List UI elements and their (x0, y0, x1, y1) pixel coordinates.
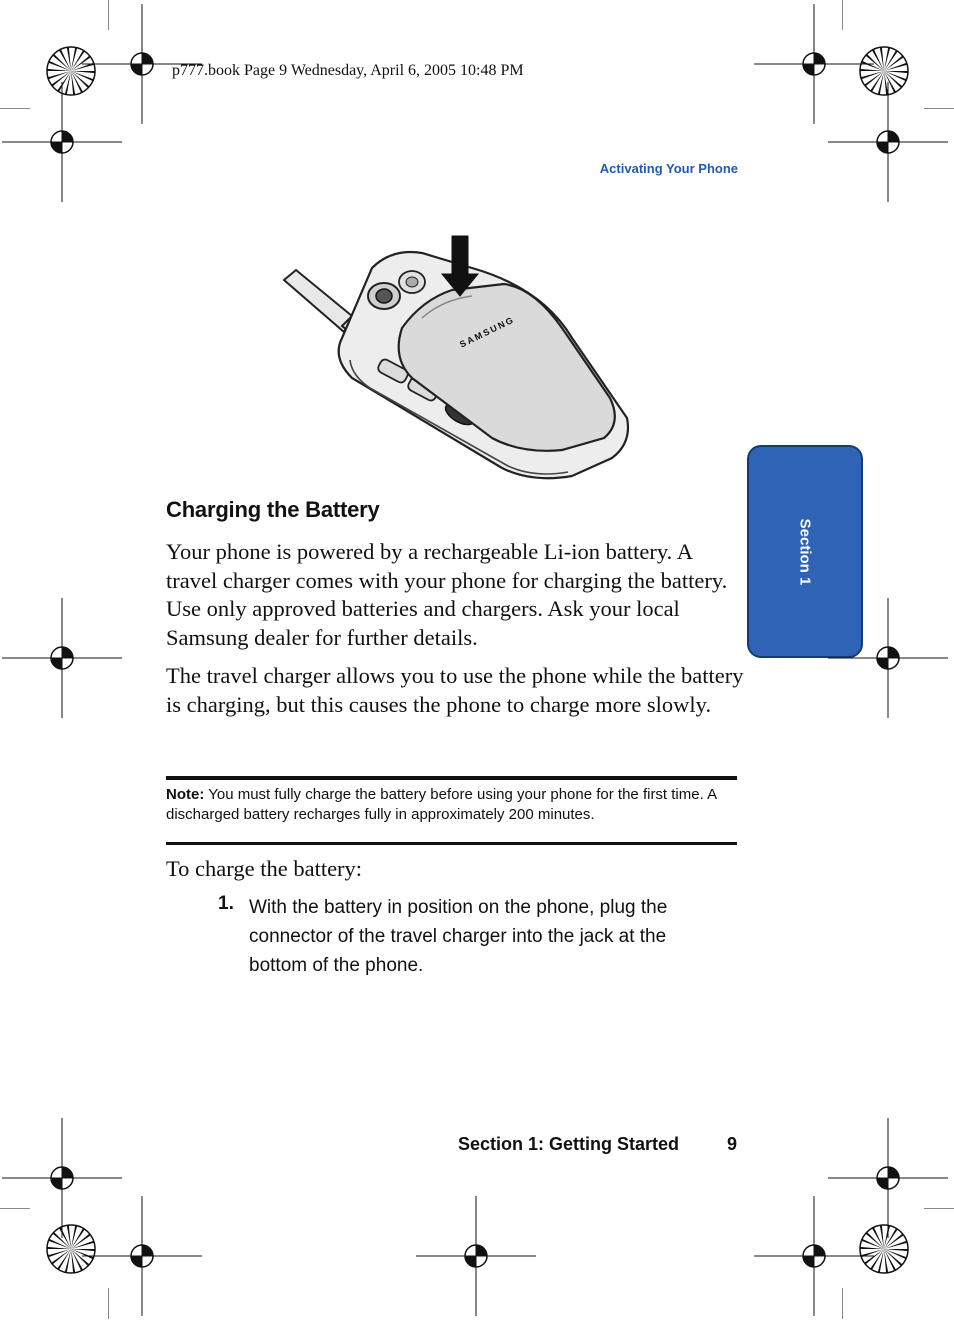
registration-crosshair (828, 82, 948, 202)
footer-section-title: Section 1: Getting Started (458, 1134, 680, 1154)
crop-mark (0, 108, 31, 110)
registration-crosshair (2, 598, 122, 718)
section-heading: Charging the Battery (166, 497, 380, 522)
note-block (166, 785, 741, 824)
crop-mark (842, 1288, 844, 1320)
crop-mark (924, 108, 954, 110)
crop-mark (108, 0, 110, 31)
crop-mark (842, 0, 844, 31)
registration-crosshair (82, 1196, 202, 1316)
running-header: Activating Your Phone (599, 161, 738, 176)
steps-lead-in: To charge the battery: (166, 856, 363, 881)
crop-mark (0, 1208, 31, 1210)
crop-mark (924, 1208, 954, 1210)
step-text: With the battery in position on the phone, plug the connector of the travel charger into the jack at the bottom of the phone. (249, 897, 668, 976)
crop-mark (108, 1288, 110, 1320)
note-rule-top (166, 776, 737, 780)
body-paragraph: Your phone is powered by a rechargeable Li-ion battery. A travel charger comes with your phone for charging the battery. Use only approved batteries and chargers. Ask your local Samsung dealer for further details. (166, 539, 728, 650)
registration-crosshair (416, 1196, 536, 1316)
registration-crosshair (828, 598, 948, 718)
print-stamp: p777.book Page 9 Wednesday, April 6, 2005 10:48 PM (172, 62, 524, 79)
phone-battery-illustration (272, 228, 644, 486)
registration-crosshair (2, 82, 122, 202)
note-text: You must fully charge the battery before using your phone for the first time. A discharged battery recharges fully in approximately 200 minutes. (166, 786, 717, 823)
registration-crosshair (754, 1196, 874, 1316)
body-paragraph: The travel charger allows you to use the phone while the battery is charging, but this causes the phone to charge more slowly. (166, 663, 744, 717)
brand-logo: SAMSUNG (457, 314, 517, 350)
section-tab-label: Section 1 (796, 518, 814, 585)
step-number: 1. (218, 893, 234, 914)
page-number: 9 (726, 1134, 737, 1154)
note-label: Note: (166, 786, 205, 803)
note-rule-bottom (166, 842, 737, 845)
